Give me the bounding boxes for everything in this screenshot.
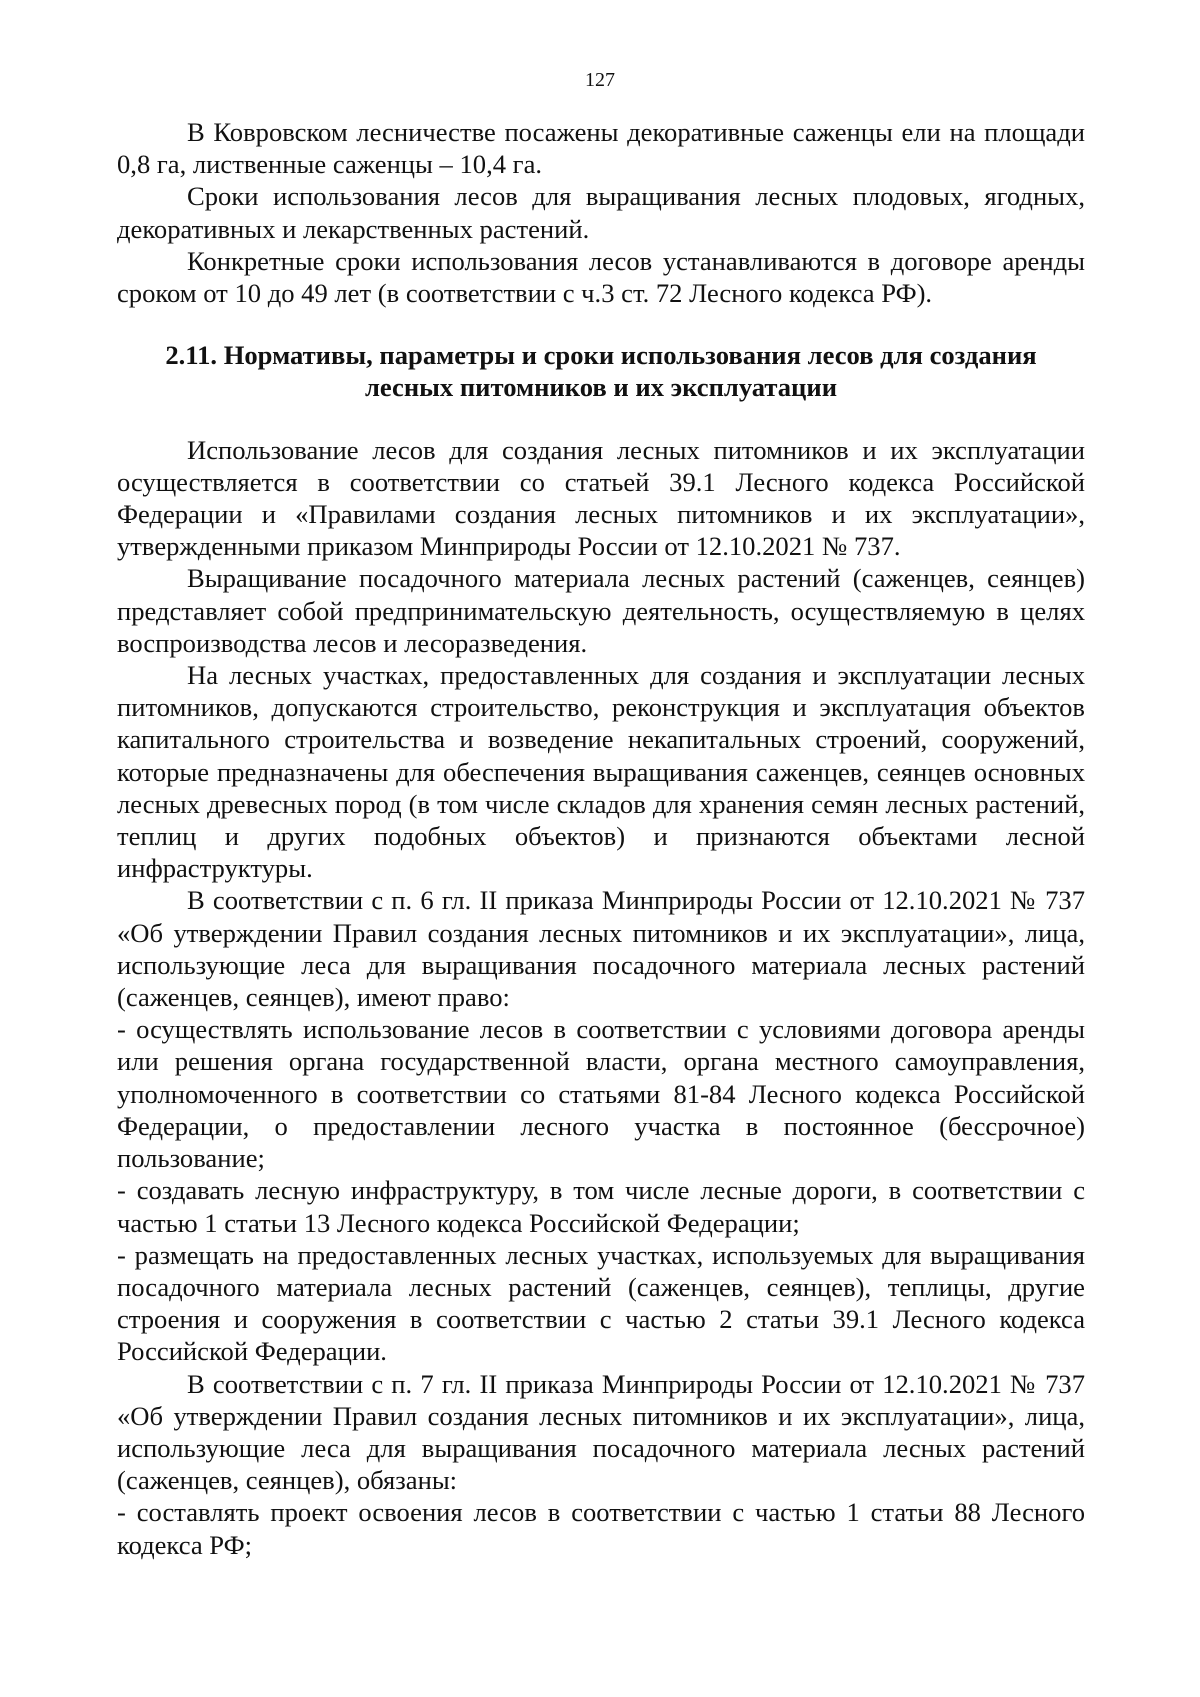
paragraph-lease-terms: Конкретные сроки использования лесов устанавливаются в договоре аренды сроком от 10 до 49 лет (в соответствии с ч.3 ст. 72 Лесного кодекса РФ).	[117, 245, 1085, 309]
paragraph-kovrov-seedlings: В Ковровском лесничестве посажены декоративные саженцы ели на площади 0,8 га, лиственные саженцы – 10,4 га.	[117, 117, 1085, 180]
paragraph-duties-intro: В соответствии с п. 7 гл. II приказа Минприроды России от 12.10.2021 № 737 «Об утверждении Правил создания лесных питомников и их эксплуатации», лица, использующие леса для выращивания посадочного материала лесных растений (саженцев, сеянцев), обязаны:	[117, 1368, 1085, 1496]
section-heading-line-1: 2.11. Нормативы, параметры и сроки использования лесов для создания	[165, 340, 1037, 371]
section-heading	[117, 339, 1085, 403]
paragraph-usage-terms: Сроки использования лесов для выращивания лесных плодовых, ягодных, декоративных и лекарственных растений.	[117, 181, 1085, 244]
section-heading-line-2: лесных питомников и их эксплуатации	[364, 372, 838, 403]
paragraph-infrastructure: На лесных участках, предоставленных для создания и эксплуатации лесных питомников, допускаются строительство, реконструкция и эксплуатация объектов капитального строительства и возведение некапитальных строений, сооружений, которые предназначены для обеспечения выращивания саженцев, сеянцев основных лесных древесных пород (в том числе складов для хранения семян лесных растений, теплиц и других подобных объектов) и признаются объектами лесной инфраструктуры.	[117, 660, 1085, 884]
page-number: 127	[585, 69, 615, 91]
rights-list-item: - осуществлять использование лесов в соответствии с условиями договора аренды или решения органа государственной власти, органа местного самоуправления, уполномоченного в соответствии со статьями 81-84 Лесного кодекса Российской Федерации, о предоставлении лесного участка в постоянное (бессрочное) пользование;	[117, 1014, 1085, 1174]
rights-list-item: - создавать лесную инфраструктуру, в том числе лесные дороги, в соответствии с частью 1 статьи 13 Лесного кодекса Российской Федерации;	[117, 1175, 1085, 1238]
paragraph-rights-intro: В соответствии с п. 6 гл. II приказа Минприроды России от 12.10.2021 № 737 «Об утверждении Правил создания лесных питомников и их эксплуатации», лица, использующие леса для выращивания посадочного материала лесных растений (саженцев, сеянцев), имеют право:	[117, 885, 1085, 1013]
paragraph-planting-material: Выращивание посадочного материала лесных растений (саженцев, сеянцев) представляет собой предпринимательскую деятельность, осуществляемую в целях воспроизводства лесов и лесоразведения.	[117, 563, 1085, 658]
document-body	[117, 116, 1085, 1561]
paragraph-nursery-usage: Использование лесов для создания лесных питомников и их эксплуатации осуществляется в соответствии со статьей 39.1 Лесного кодекса Российской Федерации и «Правилами создания лесных питомников и их эксплуатации», утвержденными приказом Минприроды России от 12.10.2021 № 737.	[117, 434, 1085, 562]
duties-list-item: - составлять проект освоения лесов в соответствии с частью 1 статьи 88 Лесного кодекса РФ;	[117, 1497, 1085, 1560]
rights-list-item: - размещать на предоставленных лесных участках, используемых для выращивания посадочного материала лесных растений (саженцев, сеянцев), теплицы, другие строения и сооружения в соответствии с частью 2 статьи 39.1 Лесного кодекса Российской Федерации.	[117, 1239, 1085, 1367]
